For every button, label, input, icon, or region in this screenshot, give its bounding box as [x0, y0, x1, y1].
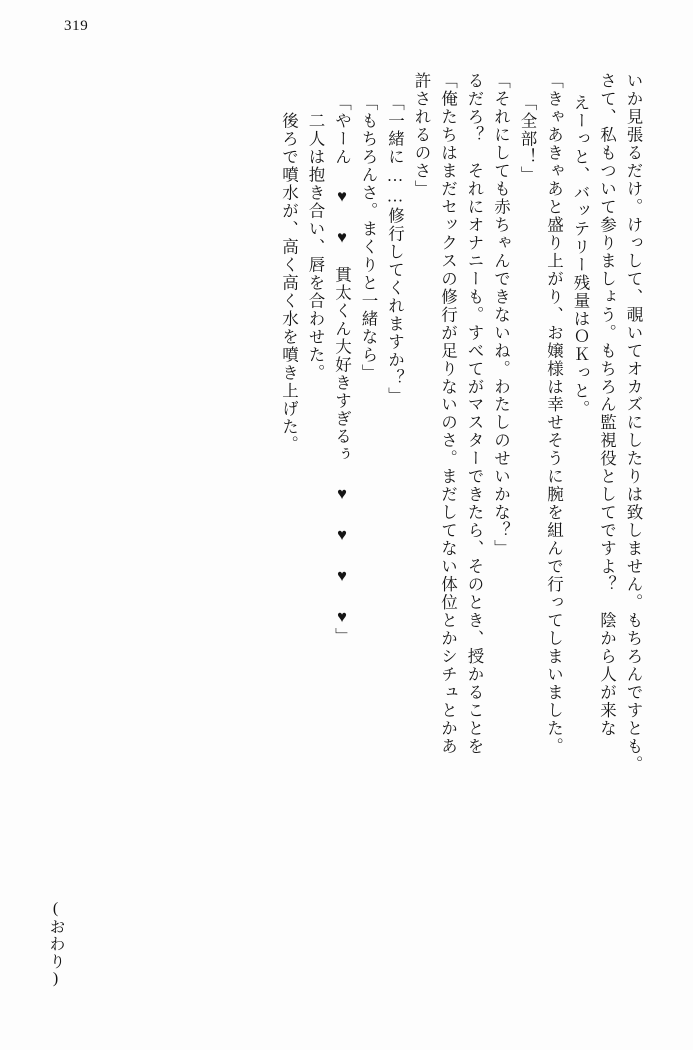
text-column: 「きゃあきゃあと盛り上がり、お嬢様は幸せそうに腕を組んで行ってしまいました。 [544, 72, 564, 756]
text-column: 後ろで噴水が、高く高く水を噴き上げた。 [279, 112, 299, 454]
text-column: 「それにしても赤ちゃんできないね。わたしのせいかな？」 [491, 72, 511, 558]
text-column: 許されるのさ」 [412, 72, 431, 198]
text-column: いか見張るだけ。けっして、覗いてオカズにしたりは致しません。もちろんですとも。 [624, 72, 643, 774]
text-column: 二人は抱き合い、唇を合わせた。 [306, 112, 325, 382]
text-column: るだろ？ それにオナニーも。すべてがマスターできたら、そのとき、授かることを [465, 72, 484, 756]
page-number: 319 [64, 18, 89, 34]
text-column: 「もちろんさ。まくりと一緒なら」 [359, 94, 378, 382]
text-column: 「全部！」 [518, 94, 537, 184]
text-column: 「やーん ♥ ♥ 貫太くん大好きすぎるぅ ♥ ♥ ♥ ♥」 [332, 94, 352, 646]
end-mark: (おわり) [47, 899, 64, 988]
text-column: 「一緒に……修行してくれますか？」 [385, 94, 405, 405]
text-column: えーっと、バッテリー残量はＯＫっと。 [571, 94, 590, 418]
body-text-block [270, 72, 641, 952]
text-column: さて、私もついて参りましょう。もちろん監視役としてですよ？ 陰から人が来な [597, 72, 617, 738]
text-column: 「俺たちはまだセックスの修行が足りないのさ。まだしてない体位とかシチュとかあ [438, 72, 458, 756]
